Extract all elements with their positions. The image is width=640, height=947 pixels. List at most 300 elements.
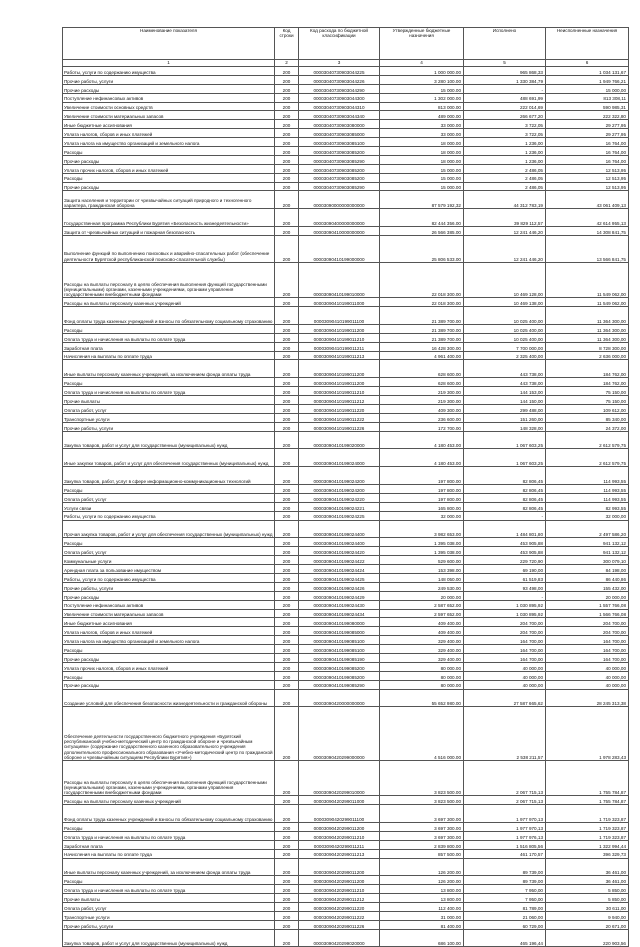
row-unexecuted: 1 566 766,08 [546, 609, 629, 618]
row-unexecuted: 109 612,00 [546, 404, 629, 413]
row-approved: 165 800.00 [380, 502, 464, 511]
row-budget-code: 00003090410199024220 [299, 493, 380, 502]
row-approved: 197 800.00 [380, 467, 464, 485]
row-name: Закупка товаров, работ и услуг для государственных (муниципальных) нужд [63, 431, 275, 449]
table-row [63, 796, 629, 805]
row-executed: 2 067 715,13 [464, 760, 546, 796]
row-name: Работы, услуги по содержанию имущества [63, 67, 275, 76]
row-executed: 93 498,00 [464, 582, 546, 591]
row-line-code: 200 [275, 173, 299, 182]
row-line-code: 200 [275, 102, 299, 111]
row-approved: 21 389 700.00 [380, 333, 464, 342]
row-name: Расходы [63, 324, 275, 333]
row-executed: 1 484 801,80 [464, 520, 546, 538]
row-line-code: 200 [275, 858, 299, 876]
row-executed: 299 488,00 [464, 404, 546, 413]
row-unexecuted: 86 440,86 [546, 573, 629, 582]
row-name: Прочие работы, услуги [63, 582, 275, 591]
row-unexecuted: 30 611,00 [546, 903, 629, 912]
table-row [63, 155, 629, 164]
row-executed: 1 330 384,79 [464, 75, 546, 84]
row-approved: 857 500.00 [380, 849, 464, 858]
row-name: Работы, услуги по содержанию имущества [63, 573, 275, 582]
row-line-code: 200 [275, 894, 299, 903]
row-name: Иные выплаты персоналу казенных учреждений, за исключением фонда оплаты труда [63, 858, 275, 876]
table-row [63, 805, 629, 823]
row-line-code: 200 [275, 138, 299, 147]
row-line-code: 200 [275, 920, 299, 929]
row-unexecuted: 2 612 579,75 [546, 431, 629, 449]
row-approved: 489 000.00 [380, 111, 464, 120]
row-budget-code: 00003090410199085000 [299, 627, 380, 636]
row-budget-code: 00003090410199024221 [299, 502, 380, 511]
row-approved: 80 000.00 [380, 671, 464, 680]
row-line-code: 200 [275, 182, 299, 191]
row-budget-code: 00003090420299011100 [299, 805, 380, 823]
row-executed: 443 738,00 [464, 360, 546, 378]
row-approved: 21 389 700.00 [380, 324, 464, 333]
row-unexecuted: 75 150,00 [546, 396, 629, 405]
row-budget-code: 00003090410199011222 [299, 413, 380, 422]
row-name: Уплата налога на имущество организаций и земельного налога [63, 138, 275, 147]
row-name: Прочие расходы [63, 653, 275, 662]
row-approved: 55 652 980.00 [380, 689, 464, 707]
row-approved: 329 400.00 [380, 653, 464, 662]
row-budget-code: 00003090410199011210 [299, 333, 380, 342]
table-row [63, 182, 629, 191]
row-budget-code: 00003090410199000000 [299, 235, 380, 262]
table-row [63, 645, 629, 654]
row-unexecuted: 164 700,00 [546, 636, 629, 645]
row-line-code: 200 [275, 191, 299, 209]
row-approved: 4 961 400.00 [380, 351, 464, 360]
row-line-code: 200 [275, 636, 299, 645]
row-executed: 82 806,45 [464, 485, 546, 494]
row-budget-code: 00003040730903080000 [299, 120, 380, 129]
row-unexecuted: 114 993,55 [546, 485, 629, 494]
row-budget-code: 00003090410199010000 [299, 262, 380, 298]
row-executed: 965 868,33 [464, 67, 546, 76]
row-executed: 2 486,05 [464, 173, 546, 182]
row-unexecuted: 164 700,00 [546, 653, 629, 662]
row-approved: 409 400.00 [380, 627, 464, 636]
table-row [63, 129, 629, 138]
row-approved: 3 823 500.00 [380, 796, 464, 805]
row-line-code: 200 [275, 129, 299, 138]
row-line-code: 200 [275, 93, 299, 102]
row-approved: 197 800.00 [380, 493, 464, 502]
row-name: Арендная плата за пользование имуществом [63, 565, 275, 574]
table-row [63, 262, 629, 298]
row-unexecuted: 1 755 784,87 [546, 760, 629, 796]
table-row [63, 396, 629, 405]
row-executed: 164 700,00 [464, 636, 546, 645]
row-executed: 488 691,99 [464, 93, 546, 102]
row-name: Заработная плата [63, 342, 275, 351]
row-executed: 10 469 128,00 [464, 262, 546, 298]
row-unexecuted: 9 940,00 [546, 911, 629, 920]
table-row [63, 449, 629, 467]
row-unexecuted: 396 329,73 [546, 849, 629, 858]
row-unexecuted: 164 700,00 [546, 645, 629, 654]
row-unexecuted: 1 557 766,08 [546, 600, 629, 609]
row-approved: 4 516 000.00 [380, 707, 464, 760]
row-name: Транспортные услуги [63, 413, 275, 422]
table-row [63, 929, 629, 947]
row-approved: 3 823 500.00 [380, 760, 464, 796]
row-executed: 3 722,05 [464, 129, 546, 138]
row-executed: 1 977 970,13 [464, 805, 546, 823]
table-row [63, 636, 629, 645]
row-unexecuted: 2 497 586,20 [546, 520, 629, 538]
row-line-code: 200 [275, 600, 299, 609]
row-executed: 82 806,45 [464, 502, 546, 511]
row-name: Уплата налогов, сборов и иных платежей [63, 627, 275, 636]
row-approved: 628 600.00 [380, 360, 464, 378]
row-name: Начисления на выплаты по оплате труда [63, 351, 275, 360]
row-line-code: 200 [275, 147, 299, 156]
row-executed: 7 700 000,00 [464, 342, 546, 351]
row-budget-code: 00003090410199011220 [299, 404, 380, 413]
row-line-code: 200 [275, 449, 299, 467]
row-budget-code: 00003090420299000000 [299, 707, 380, 760]
table-row [63, 342, 629, 351]
row-line-code: 200 [275, 67, 299, 76]
table-row [63, 111, 629, 120]
row-approved: 126 200.00 [380, 876, 464, 885]
table-row [63, 689, 629, 707]
table-row [63, 493, 629, 502]
header-budget-class-code: Код расхода по бюджетной классификации [299, 28, 380, 60]
row-unexecuted: 204 700,00 [546, 618, 629, 627]
row-approved: 81 400.00 [380, 920, 464, 929]
row-budget-code: 00003090420299011210 [299, 885, 380, 894]
table-row [63, 485, 629, 494]
row-line-code: 200 [275, 520, 299, 538]
row-unexecuted: 16 764,00 [546, 147, 629, 156]
row-executed: 229 720,90 [464, 556, 546, 565]
row-name: Заработная плата [63, 840, 275, 849]
row-executed: 7 950,00 [464, 885, 546, 894]
row-budget-code: 00003090410199011200 [299, 360, 380, 378]
row-unexecuted: 12 513,95 [546, 173, 629, 182]
row-name: Увеличение стоимости основных средств [63, 102, 275, 111]
row-name: Расходы [63, 822, 275, 831]
row-budget-code: 00003040730903085290 [299, 182, 380, 191]
table-row [63, 573, 629, 582]
table-row [63, 707, 629, 760]
row-unexecuted: 1 978 283,43 [546, 707, 629, 760]
row-approved: 18 000.00 [380, 155, 464, 164]
row-budget-code: 00003040730903044300 [299, 93, 380, 102]
row-name: Оплата работ, услуг [63, 547, 275, 556]
table-row [63, 822, 629, 831]
row-executed: 1 030 895,92 [464, 609, 546, 618]
row-approved: 16 428 300.00 [380, 342, 464, 351]
row-line-code: 200 [275, 84, 299, 93]
table-row [63, 885, 629, 894]
row-approved: 21 389 700.00 [380, 307, 464, 325]
row-budget-code: 00003040730903044225 [299, 67, 380, 76]
table-row [63, 227, 629, 236]
row-executed: 2 486,05 [464, 182, 546, 191]
table-row [63, 511, 629, 520]
table-row [63, 680, 629, 689]
table-row [63, 173, 629, 182]
table-row [63, 333, 629, 342]
header-number: 1 [63, 60, 275, 67]
row-line-code: 200 [275, 360, 299, 378]
row-approved: 2 839 800.00 [380, 840, 464, 849]
row-name: Уплата прочих налогов, сборов и иных платежей [63, 164, 275, 173]
row-budget-code: 00003090410199024000 [299, 449, 380, 467]
row-unexecuted: 16 764,00 [546, 138, 629, 147]
row-executed: 69 190,00 [464, 565, 546, 574]
row-unexecuted: 40 000,00 [546, 680, 629, 689]
row-unexecuted: 42 614 955,13 [546, 209, 629, 227]
row-name: Расходы [63, 645, 275, 654]
row-line-code: 200 [275, 404, 299, 413]
row-approved: 813 000.00 [380, 102, 464, 111]
row-approved: 197 800.00 [380, 485, 464, 494]
row-approved: 25 806 533.00 [380, 235, 464, 262]
row-executed: 27 587 665,62 [464, 689, 546, 707]
table-row [63, 831, 629, 840]
row-approved: 18 000.00 [380, 147, 464, 156]
row-approved: 236 600.00 [380, 413, 464, 422]
row-executed: 204 700,00 [464, 618, 546, 627]
row-line-code: 200 [275, 885, 299, 894]
row-line-code: 200 [275, 707, 299, 760]
row-name: Увеличение стоимости материальных запасов [63, 609, 275, 618]
row-executed: 461 170,57 [464, 849, 546, 858]
row-budget-code: 00003090420299011000 [299, 796, 380, 805]
row-line-code: 200 [275, 164, 299, 173]
row-line-code: 200 [275, 262, 299, 298]
row-budget-code: 00003090410199024225 [299, 511, 380, 520]
row-unexecuted: 13 566 841,75 [546, 235, 629, 262]
row-line-code: 200 [275, 155, 299, 164]
row-executed: 144 150,00 [464, 396, 546, 405]
row-name: Прочие работы, услуги [63, 75, 275, 84]
row-approved: 219 300.00 [380, 387, 464, 396]
row-unexecuted: 40 000,00 [546, 662, 629, 671]
row-approved: 409 300.00 [380, 404, 464, 413]
table-row [63, 538, 629, 547]
row-unexecuted: 20 671,00 [546, 920, 629, 929]
row-unexecuted: 12 513,95 [546, 164, 629, 173]
row-budget-code: 00003090410199024426 [299, 582, 380, 591]
row-approved: 22 018 300.00 [380, 298, 464, 307]
row-budget-code: 00003090410199085200 [299, 671, 380, 680]
row-name: Начисления на выплаты по оплате труда [63, 849, 275, 858]
row-budget-code: 00003090410199011200 [299, 378, 380, 387]
table-row [63, 920, 629, 929]
row-approved: 3 982 653.00 [380, 520, 464, 538]
row-line-code: 200 [275, 235, 299, 262]
row-unexecuted: 2 636 000,00 [546, 351, 629, 360]
row-name: Прочие расходы [63, 680, 275, 689]
row-line-code: 200 [275, 511, 299, 520]
row-executed: 222 014,69 [464, 102, 546, 111]
row-unexecuted: 1 322 994,44 [546, 840, 629, 849]
row-name: Оплата труда и начисления на выплаты по оплате труда [63, 333, 275, 342]
row-line-code: 200 [275, 653, 299, 662]
row-executed: 1 030 895,92 [464, 600, 546, 609]
row-executed: 39 829 112,57 [464, 209, 546, 227]
row-name: Расходы [63, 378, 275, 387]
row-line-code: 200 [275, 911, 299, 920]
table-row [63, 84, 629, 93]
row-budget-code: 00003090410199011211 [299, 342, 380, 351]
row-unexecuted: 1 755 784,87 [546, 796, 629, 805]
row-line-code: 200 [275, 387, 299, 396]
row-line-code: 200 [275, 298, 299, 307]
row-executed: 10 025 400,00 [464, 324, 546, 333]
table-row [63, 903, 629, 912]
table-row [63, 520, 629, 538]
row-executed: 81 789,00 [464, 903, 546, 912]
row-budget-code: 00003090410199024429 [299, 591, 380, 600]
table-row [63, 120, 629, 129]
row-unexecuted: 24 372,00 [546, 422, 629, 431]
row-name: Фонд оплаты труда казенных учреждений и взносы по обязательному социальному страхованию [63, 307, 275, 325]
row-budget-code: 00003040730903044226 [299, 75, 380, 84]
row-name: Коммунальные услуги [63, 556, 275, 565]
row-name: Увеличение стоимости материальных запасов [63, 111, 275, 120]
row-executed: 89 739,00 [464, 858, 546, 876]
row-unexecuted: 1 949 766,21 [546, 75, 629, 84]
table-row [63, 911, 629, 920]
row-name: Иные выплаты персоналу казенных учреждений, за исключением фонда оплаты труда [63, 360, 275, 378]
row-approved: 2 597 652.00 [380, 609, 464, 618]
row-budget-code: 00003090420299011211 [299, 840, 380, 849]
row-approved: 3 697 300.00 [380, 831, 464, 840]
table-row [63, 894, 629, 903]
row-approved: 686 100.00 [380, 929, 464, 947]
row-unexecuted: 11 364 300,00 [546, 333, 629, 342]
row-line-code: 200 [275, 485, 299, 494]
row-line-code: 200 [275, 831, 299, 840]
header-executed: Исполнено [464, 28, 546, 60]
table-header-row [63, 28, 629, 60]
row-line-code: 200 [275, 760, 299, 796]
row-name: Расходы [63, 173, 275, 182]
row-budget-code: 00003090420299011200 [299, 822, 380, 831]
table-row [63, 93, 629, 102]
row-budget-code: 00003090420299011226 [299, 920, 380, 929]
row-budget-code: 00003090410199011200 [299, 324, 380, 333]
row-line-code: 200 [275, 929, 299, 947]
row-line-code: 200 [275, 903, 299, 912]
row-approved: 33 000.00 [380, 120, 464, 129]
row-budget-code: 00003090410199080000 [299, 618, 380, 627]
row-budget-code: 00003090410199020000 [299, 431, 380, 449]
row-name: Поступление нефинансовых активов [63, 93, 275, 102]
row-unexecuted: 75 150,00 [546, 387, 629, 396]
row-line-code: 200 [275, 805, 299, 823]
table-row [63, 307, 629, 325]
row-line-code: 200 [275, 396, 299, 405]
row-executed: 1 236,00 [464, 147, 546, 156]
row-executed: - [464, 84, 546, 93]
row-unexecuted: 40 000,00 [546, 671, 629, 680]
row-line-code: 200 [275, 547, 299, 556]
row-name: Уплата прочих налогов, сборов и иных платежей [63, 662, 275, 671]
row-unexecuted: 114 993,55 [546, 467, 629, 485]
row-executed: 44 312 783,19 [464, 191, 546, 209]
table-row [63, 760, 629, 796]
row-executed: 10 469 138,00 [464, 298, 546, 307]
row-unexecuted: 14 308 841,75 [546, 227, 629, 236]
row-unexecuted: 20 000,00 [546, 591, 629, 600]
row-approved: 3 280 100.00 [380, 75, 464, 84]
row-name: Расходы [63, 538, 275, 547]
table-row [63, 565, 629, 574]
row-approved: 126 200.00 [380, 858, 464, 876]
table-row [63, 849, 629, 858]
row-executed: 1 067 603,25 [464, 431, 546, 449]
row-approved: 3 697 300.00 [380, 805, 464, 823]
row-executed: 164 700,00 [464, 653, 546, 662]
row-budget-code: 00003040730903044290 [299, 84, 380, 93]
row-name: Оплата труда и начисления на выплаты по оплате труда [63, 885, 275, 894]
row-executed: 1 977 976,13 [464, 831, 546, 840]
row-budget-code: 00003090410199024434 [299, 609, 380, 618]
row-line-code: 200 [275, 671, 299, 680]
table-row [63, 387, 629, 396]
row-executed: 12 241 446,20 [464, 227, 546, 236]
row-line-code: 200 [275, 324, 299, 333]
row-line-code: 200 [275, 467, 299, 485]
row-budget-code: 00003090410199085190 [299, 653, 380, 662]
row-approved: 4 180 453.00 [380, 449, 464, 467]
row-approved: 20 000.00 [380, 591, 464, 600]
table-row [63, 75, 629, 84]
table-row [63, 671, 629, 680]
row-budget-code: 00003040730903085200 [299, 147, 380, 156]
row-budget-code: 00003040730903044340 [299, 111, 380, 120]
row-budget-code: 00003090410199011226 [299, 422, 380, 431]
row-line-code: 200 [275, 876, 299, 885]
header-number: 2 [275, 60, 299, 67]
row-name: Оплата труда и начисления на выплаты по оплате труда [63, 387, 275, 396]
row-name: Иные бюджетные ассигнования [63, 120, 275, 129]
row-line-code: 200 [275, 822, 299, 831]
row-budget-code: 00003090410199011100 [299, 307, 380, 325]
table-row [63, 413, 629, 422]
row-executed: 2 486,05 [464, 164, 546, 173]
row-name: Прочие выплаты [63, 894, 275, 903]
row-name: Расходы на выплаты персоналу казенных учреждений [63, 796, 275, 805]
row-unexecuted: 85 340,00 [546, 413, 629, 422]
row-unexecuted: 155 432,00 [546, 582, 629, 591]
row-unexecuted: 941 132,12 [546, 547, 629, 556]
row-unexecuted: 36 461,00 [546, 858, 629, 876]
row-approved: 1 395 038.00 [380, 547, 464, 556]
row-approved: 18 000.00 [380, 138, 464, 147]
row-executed: 61 519,83 [464, 573, 546, 582]
table-row [63, 600, 629, 609]
row-unexecuted: 12 513,95 [546, 182, 629, 191]
row-budget-code: 00003040730903085200 [299, 164, 380, 173]
row-budget-code: 00003090410199024425 [299, 573, 380, 582]
row-name: Прочие расходы [63, 591, 275, 600]
row-approved: 329 400.00 [380, 645, 464, 654]
row-budget-code: 00003090420299010000 [299, 760, 380, 796]
row-executed: 453 905,88 [464, 547, 546, 556]
row-name: Государственная программа Республики Бурятия «Безопасность жизнедеятельности» [63, 209, 275, 227]
